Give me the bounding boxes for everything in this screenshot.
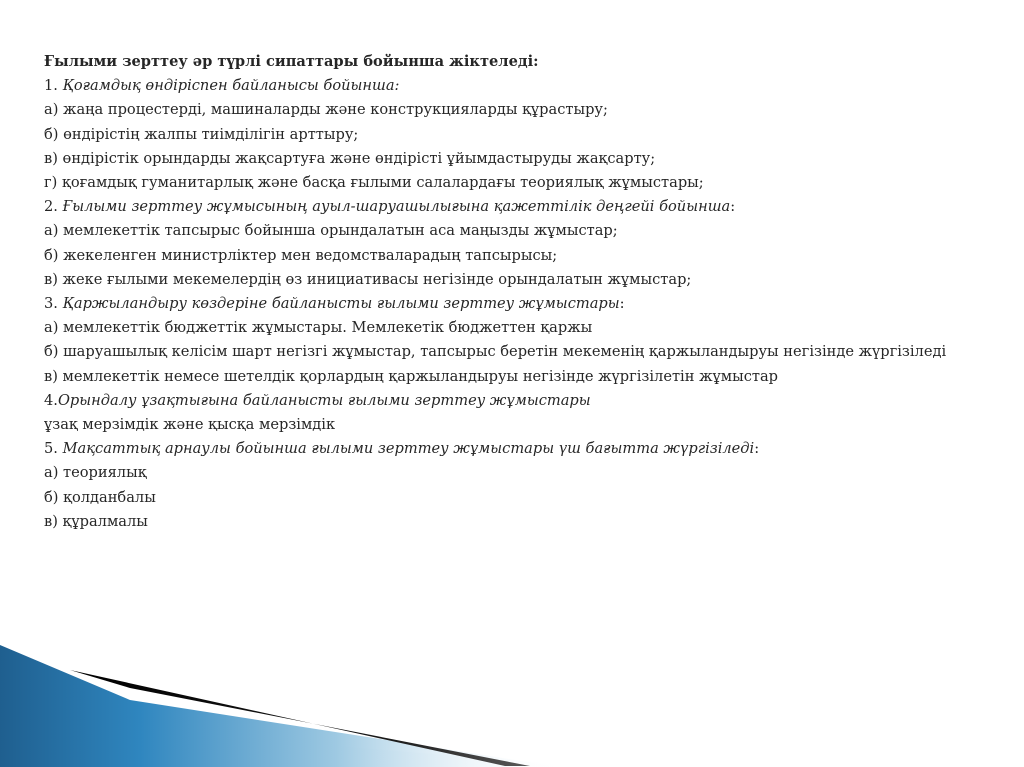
list-item: а) мемлекеттік бюджеттік жұмыстары. Мемлекетік бюджеттен қаржы: [44, 319, 593, 337]
list-item: в) өндірістік орындарды жақсартуға және өндірісті ұйымдастыруды жақсарту;: [44, 149, 656, 167]
list-item: а) жаңа процестерді, машиналарды және конструкцияларды құрастыру;: [44, 101, 608, 119]
classification-list: [44, 74, 1024, 534]
slide-body: [44, 50, 1024, 534]
section-number: 5.: [44, 440, 63, 458]
list-item: а) мемлекеттік тапсырыс бойынша орындалатын аса маңызды жұмыстар;: [44, 222, 618, 240]
section-title-suffix: :: [619, 295, 625, 313]
section-heading-5: [44, 437, 1024, 461]
section-heading-3: [44, 292, 1024, 316]
section-title: Мақсаттық арнаулы бойынша ғылыми зерттеу жұмыстары үш бағытта жүргізіледі: [62, 440, 755, 458]
list-item: б) өндірістің жалпы тиімділігін арттыру;: [44, 125, 359, 143]
section-title: Орындалу ұзақтығына байланысты ғылыми зерттеу жұмыстары: [57, 391, 591, 409]
section-number: 2.: [44, 198, 63, 216]
list-item: в) құралмалы: [44, 512, 148, 530]
decor-blue-band: [0, 645, 560, 767]
section-heading-2: [44, 195, 1024, 219]
list-item: г) қоғамдық гуманитарлық және басқа ғылыми салалардағы теориялық жұмыстары;: [44, 174, 704, 192]
list-item: б) қолданбалы: [44, 488, 156, 506]
list-item: ұзақ мерзімдік және қысқа мерзімдік: [44, 416, 336, 434]
list-item: в) мемлекеттік немесе шетелдік қорлардың қаржыландыруы негізінде жүргізілетін жұмыстар: [44, 367, 778, 385]
slide-heading: Ғылыми зерттеу әр түрлі сипаттары бойынша жіктеледі:: [44, 53, 539, 70]
section-heading-1: [44, 74, 1024, 98]
section-number: 1.: [44, 77, 63, 95]
section-number: 3.: [44, 295, 63, 313]
section-title: Ғылыми зерттеу жұмысының ауыл-шаруашылығына қажеттілік деңгейі бойынша: [62, 198, 731, 216]
section-title: Қаржыландыру көздеріне байланысты ғылыми зерттеу жұмыстары: [62, 295, 620, 313]
list-item: б) жекеленген министрліктер мен ведомстваларадың тапсырысы;: [44, 246, 558, 264]
section-title: Қоғамдық өндіріспен байланысы бойынша:: [62, 77, 400, 95]
section-number: 4.: [44, 391, 58, 409]
section-title-suffix: :: [754, 440, 760, 458]
list-item: б) шаруашылық келісім шарт негізгі жұмыстар, тапсырыс беретін мекеменің қаржыландыруы негізінде жүргізіледі: [44, 343, 947, 361]
section-title-suffix: :: [730, 198, 736, 216]
section-heading-4: [44, 389, 1024, 413]
list-item: а) теориялық: [44, 464, 147, 482]
list-item: в) жеке ғылыми мекемелердің өз инициативасы негізінде орындалатын жұмыстар;: [44, 270, 692, 288]
